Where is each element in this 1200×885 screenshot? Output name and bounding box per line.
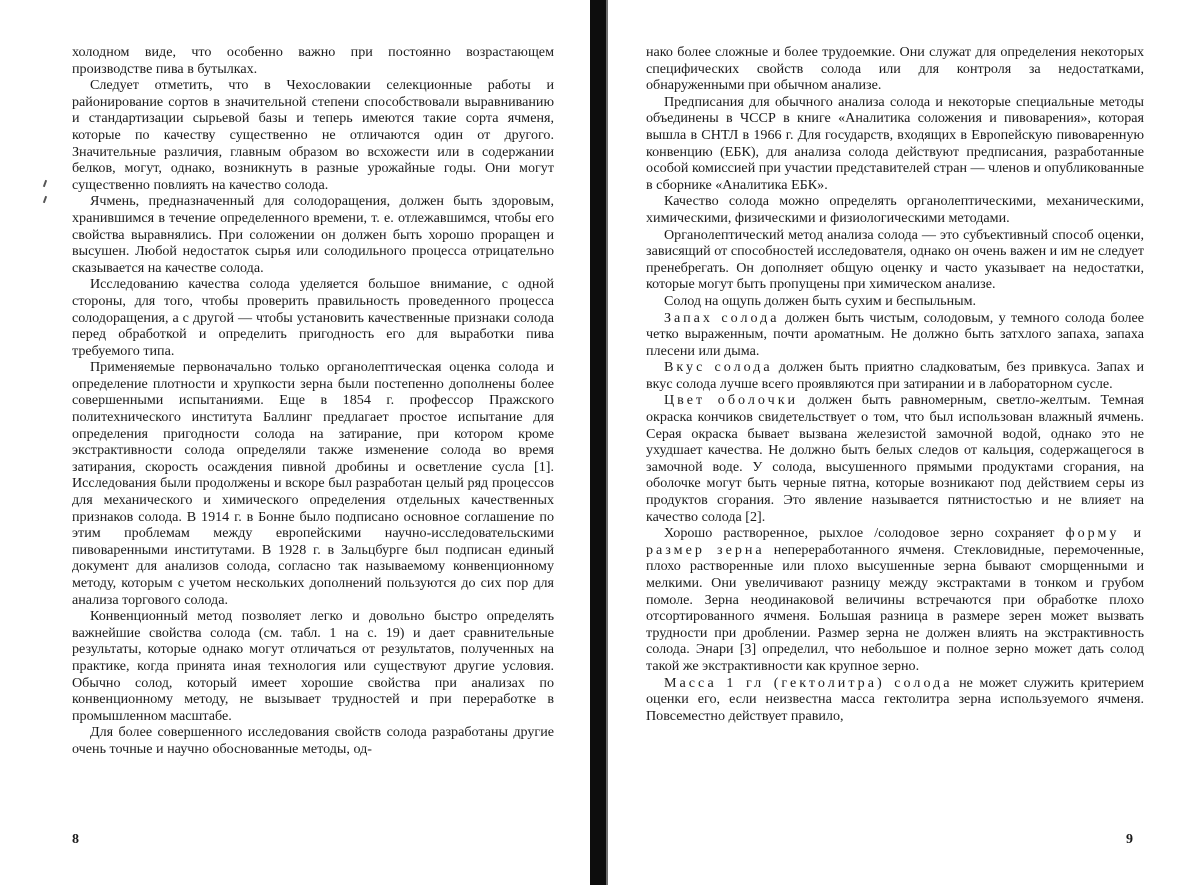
text-run: Качество солода можно определять органолептическими, механическими, химическими, физическими и физиологическими методами. xyxy=(646,193,1144,226)
paragraph xyxy=(646,227,1144,293)
paragraph: Исследованию качества солода уделяется большое внимание, с одной стороны, для того, чтобы проверить правильность проведенного процесса солодоращения, а с другой — чтобы установить качественные признаки солода перед обработкой и определить пригодность его для выработки пива требуемого типа. xyxy=(72,276,554,359)
paragraph xyxy=(646,525,1144,674)
text-run: не может служить критерием оценки его, если неизвестна масса гектолитра зерна используемого ячменя. Повсеместно действует правило, xyxy=(646,674,1145,724)
paragraph xyxy=(646,359,1144,392)
text-run: должен быть чистым, солодовым, у темного солода более четко выраженным, почти ароматным. Не должно быть затхлого запаха, запаха плесени или дыма. xyxy=(646,309,1144,359)
page-number-right: 9 xyxy=(1126,832,1133,847)
paragraph xyxy=(646,94,1144,194)
text-run: Хорошо растворенное, рыхлое /солодовое зерно сохраняет xyxy=(664,525,1066,542)
page-number-left: 8 xyxy=(72,832,79,847)
text-run: нако более сложные и более трудоемкие. Они служат для определения некоторых специфических свойств солода или для контроля за недостатками, обнаруженными при обычном анализе. xyxy=(646,44,1144,94)
emphasized-term: Вкус солода xyxy=(664,359,773,376)
paragraph: холодном виде, что особенно важно при постоянно возрастающем производстве пива в бутылках. xyxy=(72,44,554,77)
paragraph xyxy=(646,293,1144,310)
right-page xyxy=(606,0,1200,885)
text-run: должен быть равномерным, светло-желтым. Темная окраска кончиков свидетельствует о том, что был использован влажный ячмень. Серая окраска бывает вызвана железистой замочной водой, однако это не ухудшает качества. Не должно быть белых следов от кальция, содержащегося в замочной воде. У солода, высушенного прямыми продуктами сгорания, на оболочке могут быть черные пятна, которые возникают под действием серы из продуктов сгорания. Это явление называется пятнистостью и не влияет на качество солода [2]. xyxy=(646,392,1145,525)
paragraph xyxy=(646,310,1144,360)
book-gutter xyxy=(590,0,606,885)
paragraph: Для более совершенного исследования свойств солода разработаны другие очень точные и научно обоснованные методы, од- xyxy=(72,724,554,757)
paragraph xyxy=(646,44,1144,94)
text-run: Предписания для обычного анализа солода и некоторые специальные методы объединены в ЧССР в книге «Аналитика соложения и пивоварения», которая вышла в СНТЛ в 1966 г. Для государств, входящих в Европейскую пивоваренную конвенцию (ЕБК), для анализа солода действуют предписания, разработанные особой комиссией при участии представителей стран — членов и опубликованные в сборнике «Аналитика ЕБК». xyxy=(646,93,1144,193)
paragraph: Применяемые первоначально только органолептическая оценка солода и определение плотности и хрупкости зерна были постепенно дополнены более совершенными испытаниями. Еще в 1854 г. профессор Пражского политехнического института Баллинг предлагает простое испытание для определения пригодности солода на затирание, при котором кроме экстрактивности солода определяли также изменение солода во время затирания, скорость осаждения пивной дробины и осветление сусла [1]. Исследования были продолжены и вскоре был разработан целый ряд процессов для механического и химического определения отдельных качественных признаков солода. В 1914 г. в Бонне было подписано основное соглашение по этим проблемам между европейскими научно-исследовательскими пивоваренными институтами. В 1928 г. в Зальцбурге был подписан единый документ для анализов солода, согласно так называемому конвенционному методу, которым с учетом нескольких дополнений пользуются до сих пор для анализа торгового солода. xyxy=(72,359,554,608)
emphasized-term: Запах солода xyxy=(664,309,780,326)
margin-mark xyxy=(43,196,47,203)
left-page xyxy=(0,0,590,885)
text-run: Солод на ощупь должен быть сухим и беспыльным. xyxy=(664,292,977,309)
right-text-column xyxy=(646,44,1144,724)
paragraph xyxy=(646,675,1144,725)
text-run: должен быть приятно сладковатым, без привкуса. Запах и вкус солода лучше всего проявляются при затирании и в лабораторном сусле. xyxy=(646,359,1144,392)
emphasized-term: Масса 1 гл (гектолитра) солода xyxy=(664,674,953,691)
paragraph: Конвенционный метод позволяет легко и довольно быстро определять важнейшие свойства солода (см. табл. 1 на с. 19) и дает сравнительные результаты, которые однако могут отличаться от результатов, полученных на практике, когда принята иная технология или существуют другие условия. Обычно солод, который имеет хорошие свойства при анализах по конвенционному методу, не вызывает трудностей и при переработке в промышленном масштабе. xyxy=(72,608,554,724)
left-text-column xyxy=(72,44,554,758)
margin-mark xyxy=(43,180,47,187)
text-run: Органолептический метод анализа солода — это субъективный способ оценки, зависящий от способностей исследователя, однако он очень важен и им не следует пренебрегать. Он дополняет общую оценку и часто указывает на недостатки, которые могут быть пропущены при химическом анализе. xyxy=(646,226,1144,293)
emphasized-term: Цвет оболочки xyxy=(664,392,799,409)
emphasized-term: форму и размер зерна xyxy=(646,525,1145,558)
paragraph xyxy=(646,193,1144,226)
text-run: непереработанного ячменя. Стекловидные, перемоченные, плохо растворенные или плохо высушенные зерна бывают сморщенными и мелкими. Они увеличивают разницу между экстрактами в тонком и грубом помоле. Зерна неодинаковой величины встречаются при обработке плохо отсортированного ячменя. Большая разница в размере зерен может вызвать трудности при дроблении. Размер зерна не должен влиять на экстрактивность солода. Энари [3] определил, что небольшое и полное зерно может дать солод такой же экстрактивности как крупное зерно. xyxy=(646,541,1144,674)
paragraph xyxy=(646,392,1144,525)
paragraph: Ячмень, предназначенный для солодоращения, должен быть здоровым, хранившимся в течение определенного времени, т. е. отлежавшимся, чтобы его свойства выравнялись. При соложении он должен быть хорошо проращен и высушен. Любой недостаток сырья или солодильного процесса отрицательно сказывается на качестве солода. xyxy=(72,193,554,276)
paragraph: Следует отметить, что в Чехословакии селекционные работы и районирование сортов в значительной степени способствовали выравниванию и стандартизации сырьевой базы и теперь имеются такие сорта ячменя, которые по качеству существенно не отличаются один от другого. Значительные различия, главным образом во всхожести или в содержании белков, могут, однако, возникнуть в разные урожайные годы. Они могут существенно повлиять на качество солода. xyxy=(72,77,554,193)
